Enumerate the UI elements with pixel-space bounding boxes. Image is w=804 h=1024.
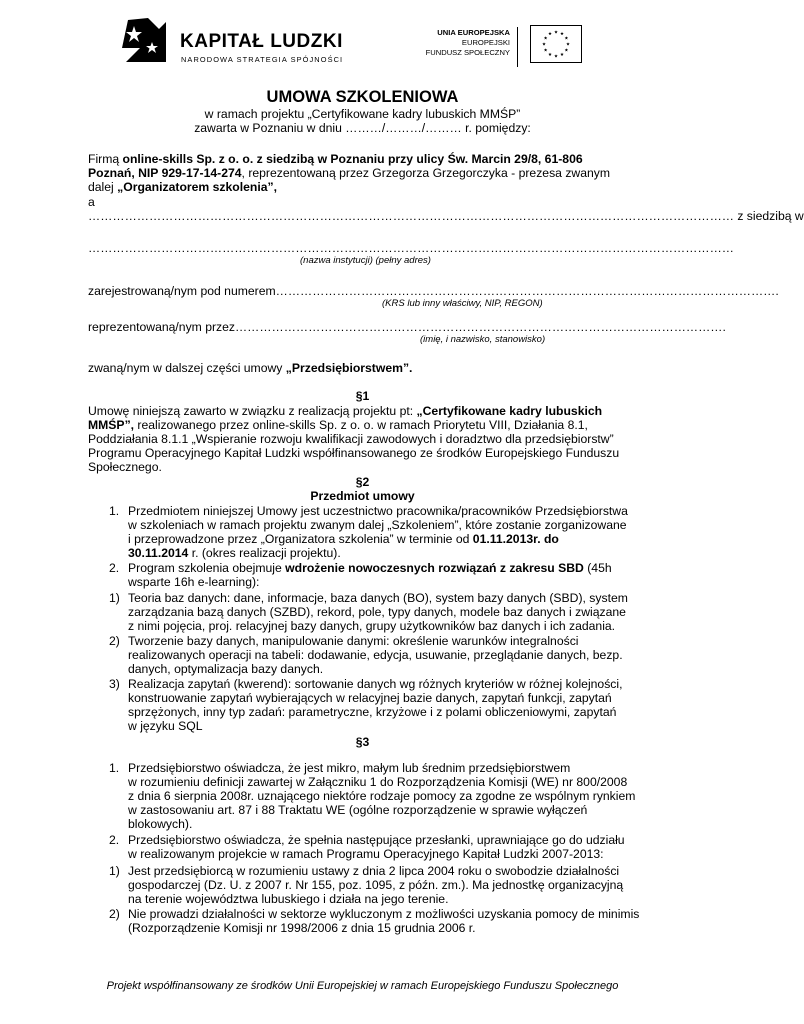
list-item-line: konstruowanie zapytań wybierających w relacyjnej bazie danych, zapytań funkcji, zapytań <box>128 691 612 705</box>
list-item-line: danych, optymalizacja bazy danych. <box>128 662 324 676</box>
conjunction-a: a <box>88 195 95 209</box>
section-1-line <box>88 418 588 433</box>
section-1-line: Społecznego. <box>88 460 162 474</box>
list-item-text: Program szkolenia obejmuje <box>128 561 286 575</box>
list-item-text: i przeprowadzone przez „Organizatora szkolenia” w terminie od <box>128 532 473 546</box>
list-item-line: z nimi pojęcia, proj. relacyjnej bazy danych, grupy użytkowników baz danych i ich zadania. <box>128 619 616 633</box>
eu-flag-icon <box>530 25 582 63</box>
project-name: MMŚP”, <box>88 418 135 432</box>
parties-text: , reprezentowaną przez Grzegorza Grzegorczyka - prezesa zwanym <box>241 166 611 180</box>
parties-line-1 <box>88 152 583 167</box>
section-1-heading: §1 <box>355 389 370 403</box>
list-item-line: blokowych). <box>128 817 193 831</box>
logo-name: KAPITAŁ LUDZKI <box>180 31 343 52</box>
list-item-line: w zastosowaniu art. 87 i 88 Traktatu WE (ogólne rozporządzenie w sprawie wyłączeń <box>128 803 588 817</box>
representative-field: reprezentowaną/nym przez…………………………………………………………………………………………………………. <box>88 320 726 334</box>
list-item-line: zarządzania bazą danych (SZBD), rekord, pole, typy danych, modele baz danych i związane <box>128 605 626 619</box>
list-number: 1) <box>109 864 120 878</box>
project-name: „Certyfikowane kadry lubuskich <box>416 404 603 418</box>
section-1-line: Poddziałania 8.1.1 „Wspieranie rozwoju kwalifikacji zawodowych i doradztwo dla przedsiębiorstw” <box>88 432 614 446</box>
list-item-line <box>128 561 612 576</box>
list-item-line: w rozumieniu definicji zawartej w Załączniku 1 do Rozporządzenia Komisji (WE) nr 800/2008 <box>128 775 628 789</box>
eu-divider <box>517 27 518 67</box>
list-item-line: w szkoleniach w ramach projektu zwanym dalej „Szkoleniem”, które zostanie zorganizowane <box>128 518 627 532</box>
list-number: 2) <box>109 634 120 648</box>
list-item-line: Teoria baz danych: dane, informacje, baza danych (BO), system bazy danych (SBD), system <box>128 591 628 605</box>
company-alias: „Przedsiębiorstwem”. <box>285 361 413 375</box>
list-item-line: Nie prowadzi działalności w sektorze wykluczonym z możliwości uzyskania pomocy de minimis <box>128 907 640 921</box>
eu-line-1: UNIA EUROPEJSKA <box>437 28 510 37</box>
parties-line-3 <box>88 180 277 195</box>
section-2-heading: §2 <box>355 475 370 489</box>
parties-text: dalej <box>88 180 118 194</box>
parties-text: Firmą <box>88 152 123 166</box>
list-number: 2. <box>109 561 120 575</box>
page-footer: Projekt współfinansowany ze środków Unii Europejskiej w ramach Europejskiego Funduszu Społecznego <box>106 980 619 992</box>
organizer-name: online-skills Sp. z o. o. z siedzibą w Poznaniu przy ulicy Św. Marcin 29/8, 61-806 <box>122 152 583 166</box>
logo-subtitle: NARODOWA STRATEGIA SPÓJNOŚCI <box>181 55 344 64</box>
list-item-line: Jest przedsiębiorcą w rozumieniu ustawy z dnia 2 lipca 2004 roku o swobodzie działalności <box>128 864 620 878</box>
section-1-line <box>88 404 602 419</box>
list-item-line: Przedsiębiorstwo oświadcza, że jest mikro, małym lub średnim przedsiębiorstwem <box>128 761 571 775</box>
registration-field: zarejestrowaną/nym pod numerem……………………………………………………………………………………………………………. <box>88 284 779 298</box>
list-item-line: Przedmiotem niniejszej Umowy jest uczestnictwo pracownika/pracowników Przedsiębiorstwa <box>128 504 628 518</box>
intro-line-2: zawarta w Poznaniu w dniu ………/………/……… r. pomiędzy: <box>194 121 531 135</box>
section-1-text: Umowę niniejszą zawarto w związku z realizacją projektu pt: <box>88 404 417 418</box>
list-item-line: wsparte 16h e-learning): <box>128 575 260 589</box>
list-number: 2) <box>109 907 120 921</box>
list-item-line <box>128 532 559 547</box>
list-item-line: gospodarczej (Dz. U. z 2007 r. Nr 155, poz. 1095, z późn. zm.). Ma jednostkę organizacyjną <box>128 878 624 892</box>
parties-text: zwaną/nym w dalszej części umowy <box>88 361 286 375</box>
registration-label: (KRS lub inny właściwy, NIP, REGON) <box>382 298 543 309</box>
list-item-line: realizowanych operacji na tabeli: dodawanie, edycja, usuwanie, przeglądanie danych, bezp. <box>128 648 623 662</box>
list-number: 2. <box>109 833 120 847</box>
company-alias-line <box>88 361 412 376</box>
list-number: 1) <box>109 591 120 605</box>
list-number: 1. <box>109 761 120 775</box>
list-item-line <box>128 546 341 561</box>
intro-line-1: w ramach projektu „Certyfikowane kadry lubuskich MMŚP” <box>204 107 521 121</box>
list-item-text: r. (okres realizacji projektu). <box>188 546 341 560</box>
eu-line-2: EUROPEJSKI <box>461 38 510 47</box>
list-item-line: z dnia 6 sierpnia 2008r. uznającego niektóre rodzaje pomocy za zgodne ze wspólnym rynkiem <box>128 789 636 803</box>
training-program-name: wdrożenie nowoczesnych rozwiązań z zakresu SBD <box>285 561 584 575</box>
kapital-ludzki-logo-icon <box>122 18 170 64</box>
list-item-line: Realizacja zapytań (kwerend): sortowanie danych wg różnych kryteriów w różnej kolejności, <box>128 677 623 691</box>
list-item-text: (45h <box>583 561 612 575</box>
training-end-date: 30.11.2014 <box>128 546 189 560</box>
company-name-label: (nazwa instytucji) (pełny adres) <box>300 255 431 266</box>
list-item-line: sprzężonych, inny typ zadań: parametryczne, krzyżowe i z polami obliczeniowymi, zapytań <box>128 705 617 719</box>
section-2-subheading: Przedmiot umowy <box>310 489 415 503</box>
list-item-line: (Rozporządzenie Komisji nr 1998/2006 z dnia 15 grudnia 2006 r. <box>128 921 476 935</box>
section-1-line: Programu Operacyjnego Kapitał Ludzki współfinansowanego ze środków Europejskiego Funduszu <box>88 446 620 460</box>
company-seat-field: …………………………………………………………………………………………………………………………………………… z siedzibą w <box>88 209 804 223</box>
section-1-text: realizowanego przez online-skills Sp. z o. o. w ramach Priorytetu VIII, Działania 8.1, <box>134 418 588 432</box>
eu-text <box>420 28 510 58</box>
list-item-line: w języku SQL <box>128 719 203 733</box>
list-number: 1. <box>109 504 120 518</box>
section-3-heading: §3 <box>355 735 370 749</box>
parties-line-2 <box>88 166 610 181</box>
company-name-field: …………………………………………………………………………………………………………………………………………… <box>88 241 734 255</box>
organizer-alias: „Organizatorem szkolenia”, <box>117 180 277 194</box>
list-number: 3) <box>109 677 120 691</box>
page-title: UMOWA SZKOLENIOWA <box>266 88 459 106</box>
representative-label: (imię, i nazwisko, stanowisko) <box>420 334 546 345</box>
eu-line-3: FUNDUSZ SPOŁECZNY <box>425 48 510 57</box>
organizer-nip: Poznań, NIP 929-17-14-274 <box>88 166 242 180</box>
list-item-line: na terenie województwa lubuskiego i działa na jego terenie. <box>128 892 449 906</box>
training-start-date: 01.11.2013r. do <box>472 532 559 546</box>
list-item-line: w realizowanym projekcie w ramach Programu Operacyjnego Kapitał Ludzki 2007-2013: <box>128 847 604 861</box>
list-item-line: Przedsiębiorstwo oświadcza, że spełnia następujące przesłanki, uprawniające go do udziału <box>128 833 625 847</box>
list-item-line: Tworzenie bazy danych, manipulowanie danymi: określenie warunków integralności <box>128 634 579 648</box>
